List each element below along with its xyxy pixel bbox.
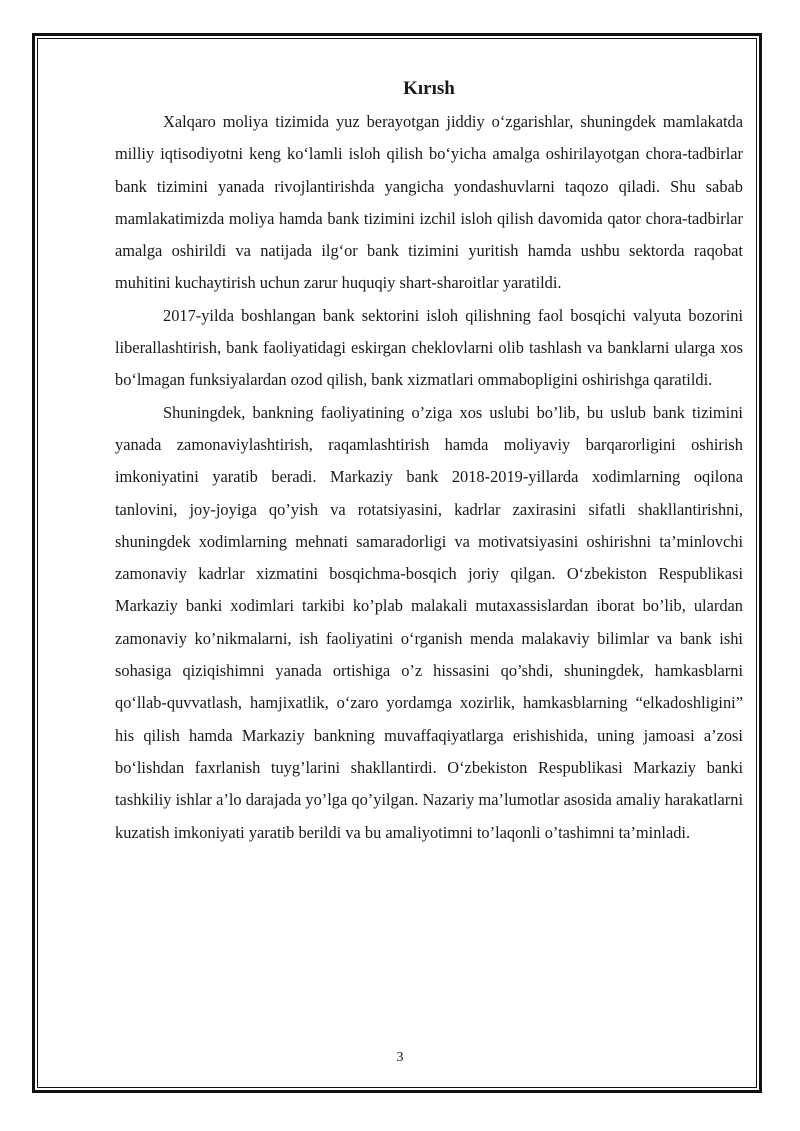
paragraph-1: Xalqaro moliya tizimida yuz berayotgan jiddiy o‘zgarishlar, shuningdek mamlakatda milliy iqtisodiyotni keng ko‘lamli isloh qilish bo‘yicha amalga oshirilayotgan chora-tadbirlar bank tizimini yanada rivojlantirishda yangicha yondashuvlarni taqozo qiladi. Shu sabab mamlakatimizda moliya hamda bank tizimini izchil isloh qilish davomida qator chora-tadbirlar amalga oshirildi va natijada ilg‘or bank tizimini yuritish hamda ushbu sektorda raqobat muhitini kuchaytirish uchun zarur huquqiy shart-sharoitlar yaratildi. <box>115 112 743 293</box>
document-title: Kırısh <box>403 78 455 99</box>
paragraph-3: Shuningdek, bankning faoliyatining o’ziga xos uslubi bo’lib, bu uslub bank tizimini yanada zamonaviylashtirish, raqamlashtirish hamda moliyaviy barqarorligini oshirish imkoniyatini yaratib beradi. Markaziy bank 2018-2019-yillarda xodimlarning oqilona tanlovini, joy-joyiga qo’yish va rotatsiyasini, kadrlar zaxirasini sifatli shakllantirishni, shuningdek xodimlarning mehnati samaradorligi va motivatsiyasini oshirishni ta’minlovchi zamonaviy kadrlar xizmatini bosqichma-bosqich joriy qilgan. O‘zbekiston Respublikasi Markaziy banki xodimlari tarkibi ko’plab malakali mutaxassislardan iborat bo’lib, ulardan zamonaviy ko’nikmalarni, ish faoliyatini o‘rganish menda malakaviy bilimlar va bank ishi sohasiga qiziqishimni yanada ortishiga o’z hissasini qo’shdi, shuningdek, hamkasblarni qo‘llab-quvvatlash, hamjixatlik, o‘zaro yordamga xozirlik, hamkasblarning “elkadoshligini” his qilish hamda Markaziy bankning muvaffaqiyatlarga erishishida, uning jamoasi a’zosi bo‘lishdan faxrlanish tuyg’larini shakllantirdi. O‘zbekiston Respublikasi Markaziy banki tashkiliy ishlar a’lo darajada yo’lga qo’yilgan. Nazariy ma’lumotlar asosida amaliy harakatlarni kuzatish imkoniyati yaratib berildi va bu amaliyotimni to’laqonli o’tashimni ta’minladi. <box>115 402 743 842</box>
paragraph-2: 2017-yilda boshlangan bank sektorini isloh qilishning faol bosqichi valyuta bozorini liberallashtirish, bank faoliyatidagi eskirgan cheklovlarni olib tashlash va banklarni ularga xos bo‘lmagan funksiyalardan ozod qilish, bank xizmatlari ommabopligini oshirishga qaratildi. <box>115 305 743 390</box>
document-body <box>115 74 743 849</box>
page-number: 3 <box>396 1050 404 1065</box>
